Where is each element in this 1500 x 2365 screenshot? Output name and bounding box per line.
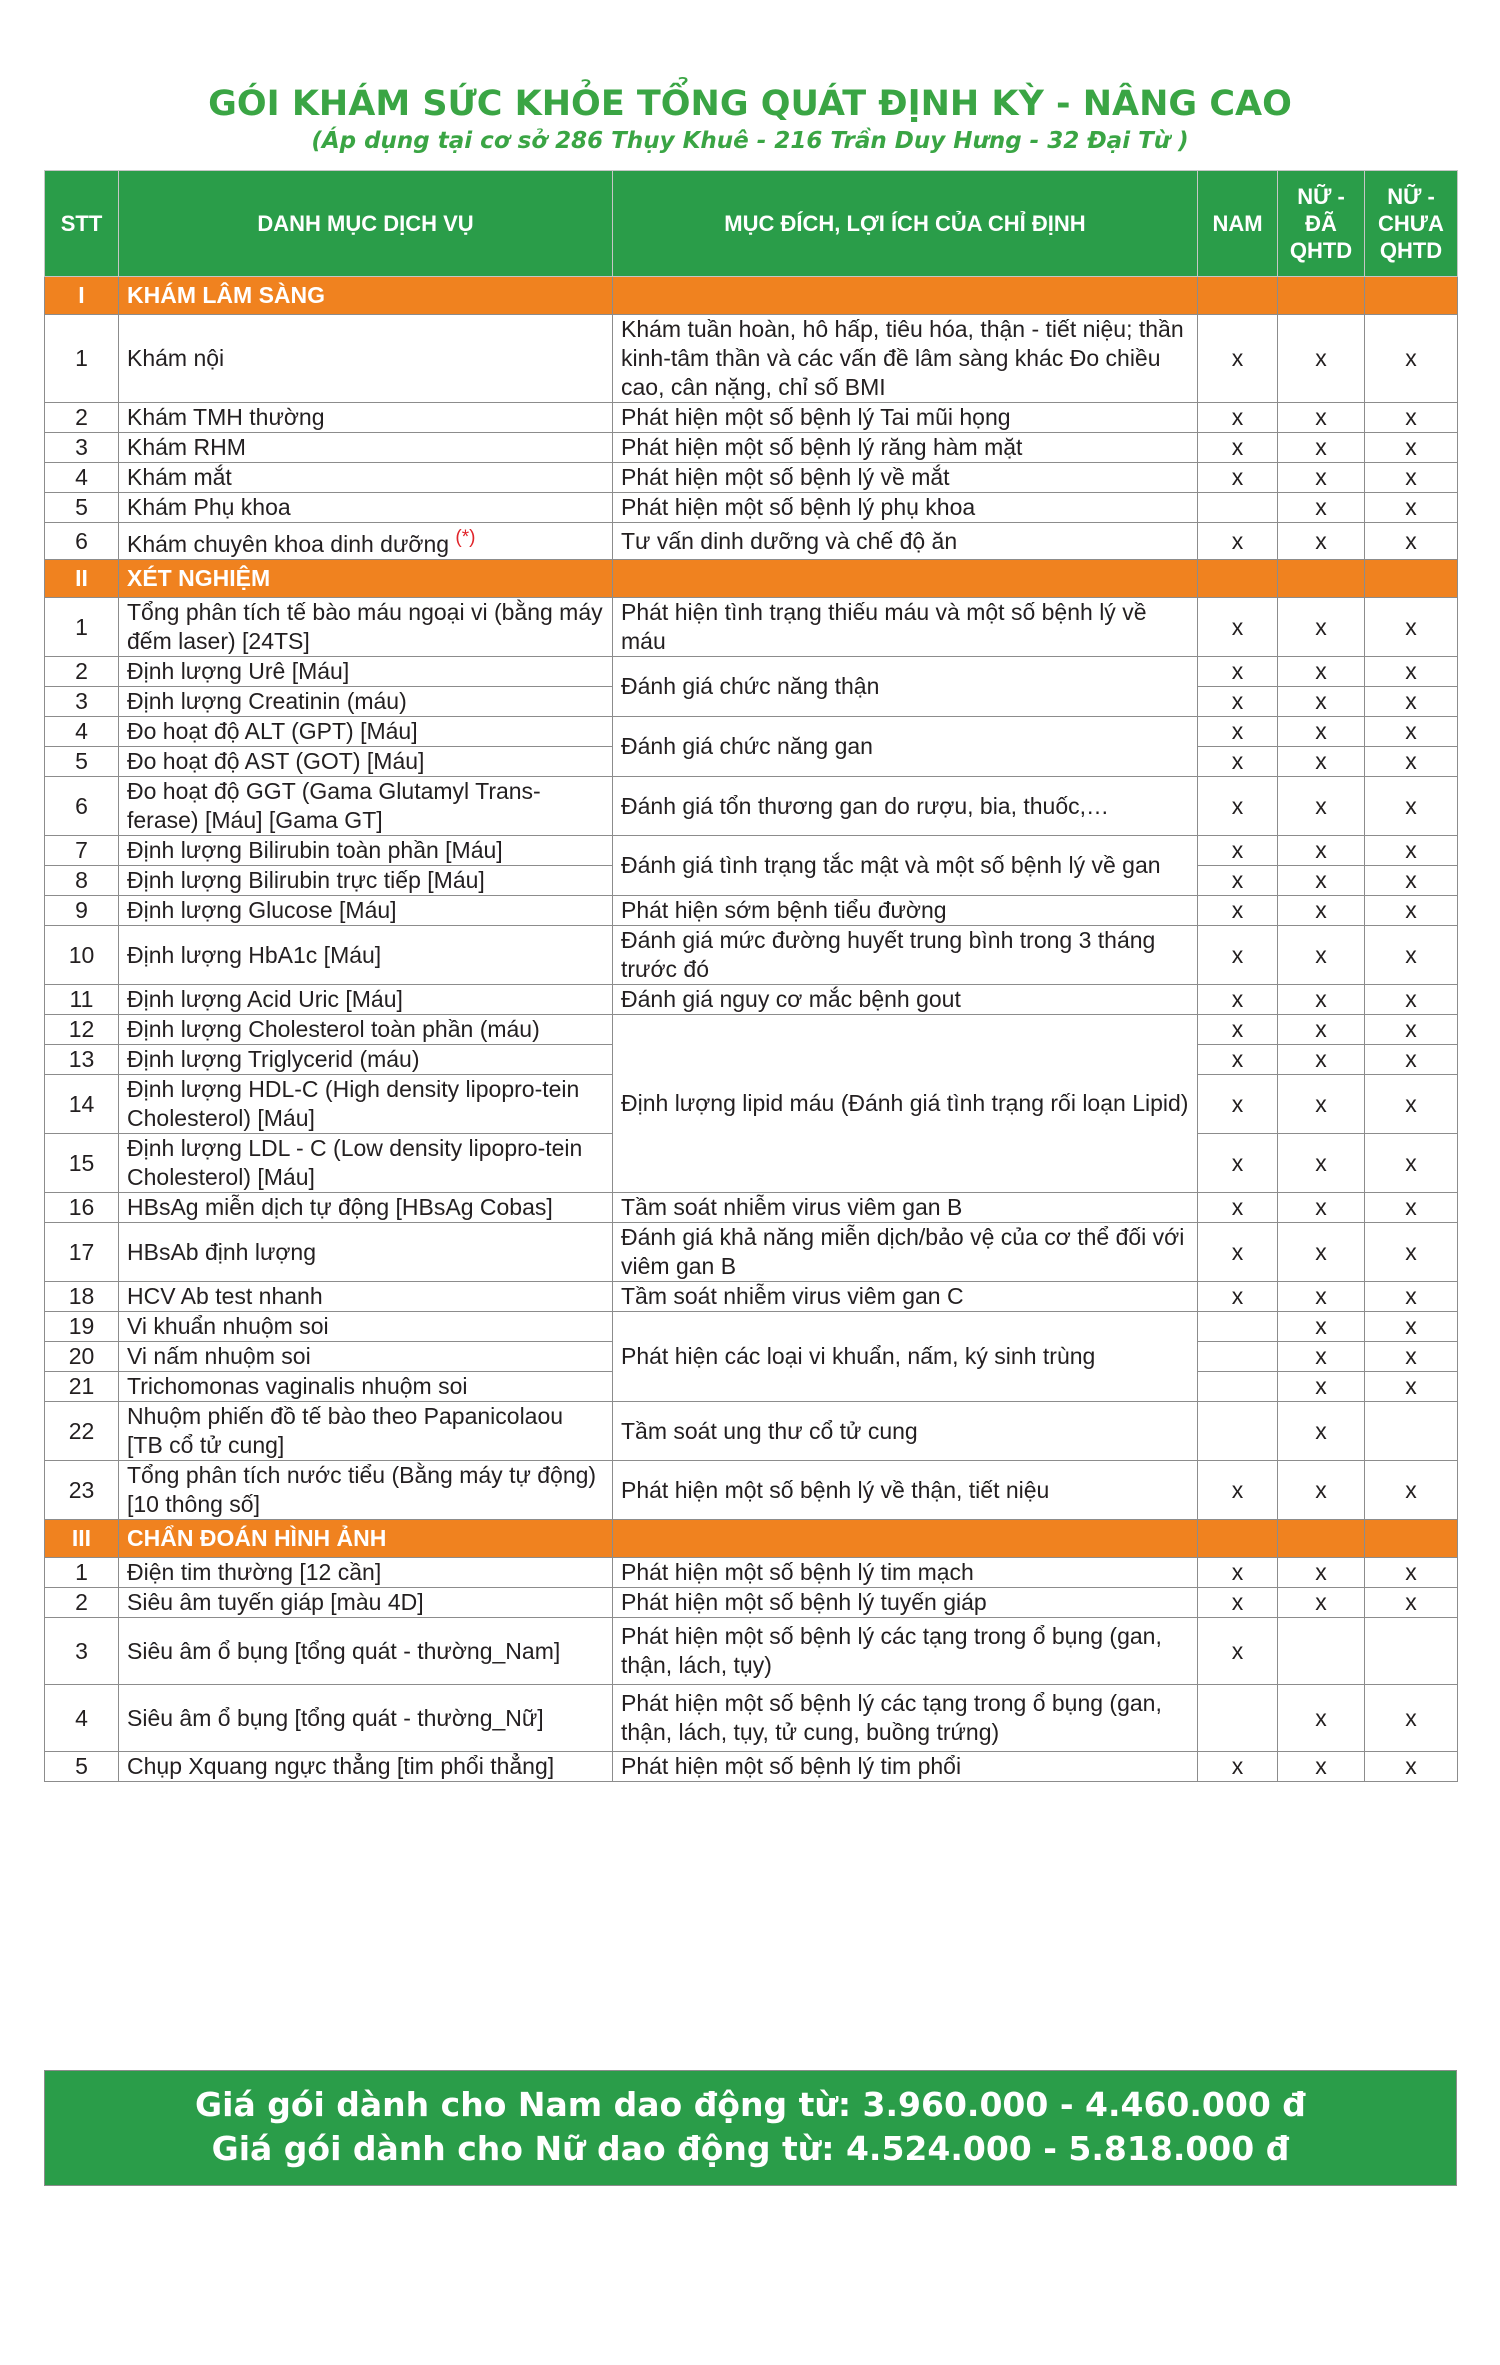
- cell-nu-chua: x: [1365, 1223, 1458, 1282]
- cell-nu-chua: x: [1365, 896, 1458, 926]
- cell-nam: x: [1198, 687, 1278, 717]
- table-row: [45, 777, 1458, 836]
- cell-service: Đo hoạt độ ALT (GPT) [Máu]: [119, 717, 613, 747]
- cell-nam: x: [1198, 1045, 1278, 1075]
- cell-purpose: Phát hiện các loại vi khuẩn, nấm, ký sinh trùng: [613, 1312, 1198, 1402]
- cell-purpose: Phát hiện tình trạng thiếu máu và một số bệnh lý về máu: [613, 598, 1198, 657]
- table-row: [45, 315, 1458, 403]
- cell-nu-chua: x: [1365, 926, 1458, 985]
- cell-stt: 7: [45, 836, 119, 866]
- cell-nam: x: [1198, 463, 1278, 493]
- cell-nu-da: x: [1278, 657, 1365, 687]
- cell-nam: x: [1198, 403, 1278, 433]
- cell-stt: 4: [45, 717, 119, 747]
- cell-nu-da: x: [1278, 747, 1365, 777]
- cell-nu-da: x: [1278, 1015, 1365, 1045]
- cell-service: Đo hoạt độ GGT (Gama Glutamyl Trans-ferase) [Máu] [Gama GT]: [119, 777, 613, 836]
- cell-nam: x: [1198, 1075, 1278, 1134]
- cell-stt: 5: [45, 1752, 119, 1782]
- cell-nam: x: [1198, 315, 1278, 403]
- cell-service: HBsAg miễn dịch tự động [HBsAg Cobas]: [119, 1193, 613, 1223]
- cell-service: Định lượng Bilirubin trực tiếp [Máu]: [119, 866, 613, 896]
- cell-service: Siêu âm ổ bụng [tổng quát - thường_Nam]: [119, 1618, 613, 1685]
- cell-purpose: Tư vấn dinh dưỡng và chế độ ăn: [613, 523, 1198, 560]
- cell-nu-chua: x: [1365, 657, 1458, 687]
- col-nu-chua: NỮ - CHƯA QHTD: [1365, 171, 1458, 277]
- cell-service: Khám chuyên khoa dinh dưỡng (*): [119, 523, 613, 560]
- cell-purpose: Đánh giá khả năng miễn dịch/bảo vệ của cơ thể đối với viêm gan B: [613, 1223, 1198, 1282]
- cell-purpose: Tầm soát nhiễm virus viêm gan B: [613, 1193, 1198, 1223]
- cell-stt: 16: [45, 1193, 119, 1223]
- cell-stt: 2: [45, 1588, 119, 1618]
- cell-nam: x: [1198, 1588, 1278, 1618]
- cell-service: Vi khuẩn nhuộm soi: [119, 1312, 613, 1342]
- cell-service: Định lượng Creatinin (máu): [119, 687, 613, 717]
- cell-nu-da: x: [1278, 1402, 1365, 1461]
- cell-stt: 15: [45, 1134, 119, 1193]
- cell-stt: 12: [45, 1015, 119, 1045]
- cell-purpose: Định lượng lipid máu (Đánh giá tình trạng rối loạn Lipid): [613, 1015, 1198, 1193]
- cell-stt: 23: [45, 1461, 119, 1520]
- cell-service: Trichomonas vaginalis nhuộm soi: [119, 1372, 613, 1402]
- cell-nam: x: [1198, 1282, 1278, 1312]
- cell-nu-da: x: [1278, 1372, 1365, 1402]
- cell-nam: x: [1198, 866, 1278, 896]
- cell-nu-chua: x: [1365, 1312, 1458, 1342]
- table-row: [45, 926, 1458, 985]
- cell-nam: x: [1198, 836, 1278, 866]
- cell-nu-chua: x: [1365, 433, 1458, 463]
- cell-stt: 14: [45, 1075, 119, 1134]
- cell-stt: 3: [45, 433, 119, 463]
- cell-stt: 8: [45, 866, 119, 896]
- cell-nam: [1198, 1372, 1278, 1402]
- cell-nu-da: x: [1278, 1752, 1365, 1782]
- cell-nu-da: x: [1278, 598, 1365, 657]
- cell-nu-chua: x: [1365, 866, 1458, 896]
- cell-nu-chua: x: [1365, 1372, 1458, 1402]
- cell-nam: x: [1198, 1134, 1278, 1193]
- cell-purpose: Khám tuần hoàn, hô hấp, tiêu hóa, thận - tiết niệu; thần kinh-tâm thần và các vấn đề lâm sàng khác Đo chiều cao, cân nặng, chỉ số BMI: [613, 315, 1198, 403]
- cell-nu-da: x: [1278, 687, 1365, 717]
- cell-service: Tổng phân tích tế bào máu ngoại vi (bằng máy đếm laser) [24TS]: [119, 598, 613, 657]
- section-row: [45, 1520, 1458, 1558]
- cell-nu-chua: x: [1365, 1045, 1458, 1075]
- table-row: [45, 836, 1458, 866]
- cell-nam: x: [1198, 1223, 1278, 1282]
- cell-nam: x: [1198, 717, 1278, 747]
- cell-nu-chua: x: [1365, 315, 1458, 403]
- cell-nu-da: x: [1278, 463, 1365, 493]
- cell-nam: x: [1198, 926, 1278, 985]
- cell-nu-chua: x: [1365, 717, 1458, 747]
- section-title: KHÁM LÂM SÀNG: [119, 277, 613, 315]
- cell-nam: x: [1198, 657, 1278, 687]
- col-stt: STT: [45, 171, 119, 277]
- cell-stt: 1: [45, 598, 119, 657]
- table-row: [45, 896, 1458, 926]
- cell-nu-da: x: [1278, 1342, 1365, 1372]
- cell-service: Khám RHM: [119, 433, 613, 463]
- cell-nam: x: [1198, 1752, 1278, 1782]
- table-row: [45, 403, 1458, 433]
- cell-service: Chụp Xquang ngực thẳng [tim phổi thẳng]: [119, 1752, 613, 1782]
- cell-purpose: Phát hiện một số bệnh lý phụ khoa: [613, 493, 1198, 523]
- table-row: [45, 1193, 1458, 1223]
- page-title: GÓI KHÁM SỨC KHỎE TỔNG QUÁT ĐỊNH KỲ - NÂNG CAO: [208, 84, 1292, 124]
- cell-purpose: Phát hiện một số bệnh lý răng hàm mặt: [613, 433, 1198, 463]
- table-row: [45, 985, 1458, 1015]
- cell-service: Định lượng Acid Uric [Máu]: [119, 985, 613, 1015]
- price-male: Giá gói dành cho Nam dao động từ: 3.960.000 - 4.460.000 đ: [195, 2085, 1306, 2124]
- cell-nu-chua: x: [1365, 598, 1458, 657]
- cell-purpose: Tầm soát ung thư cổ tử cung: [613, 1402, 1198, 1461]
- cell-stt: 11: [45, 985, 119, 1015]
- cell-stt: 20: [45, 1342, 119, 1372]
- cell-nam: x: [1198, 1618, 1278, 1685]
- table-row: [45, 1685, 1458, 1752]
- section-row: [45, 560, 1458, 598]
- cell-service: Định lượng LDL - C (Low density lipopro-tein Cholesterol) [Máu]: [119, 1134, 613, 1193]
- service-table: [44, 170, 1458, 1782]
- cell-nu-da: x: [1278, 1193, 1365, 1223]
- cell-purpose: Tầm soát nhiễm virus viêm gan C: [613, 1282, 1198, 1312]
- price-female: Giá gói dành cho Nữ dao động từ: 4.524.000 - 5.818.000 đ: [211, 2129, 1290, 2168]
- cell-stt: 22: [45, 1402, 119, 1461]
- cell-nu-da: x: [1278, 926, 1365, 985]
- cell-nu-da: [1278, 1618, 1365, 1685]
- cell-nu-chua: x: [1365, 493, 1458, 523]
- cell-purpose: Phát hiện một số bệnh lý các tạng trong ổ bụng (gan, thận, lách, tụy, tử cung, buồng trứng): [613, 1685, 1198, 1752]
- cell-nu-da: x: [1278, 866, 1365, 896]
- cell-nu-chua: x: [1365, 1588, 1458, 1618]
- cell-nu-chua: x: [1365, 747, 1458, 777]
- cell-stt: 3: [45, 1618, 119, 1685]
- col-purpose: MỤC ĐÍCH, LỢI ÍCH CỦA CHỈ ĐỊNH: [613, 171, 1198, 277]
- col-nu-da: NỮ - ĐÃ QHTD: [1278, 171, 1365, 277]
- cell-nu-da: x: [1278, 403, 1365, 433]
- cell-nu-chua: x: [1365, 403, 1458, 433]
- col-nam: NAM: [1198, 171, 1278, 277]
- cell-stt: 5: [45, 747, 119, 777]
- cell-nu-da: x: [1278, 1558, 1365, 1588]
- cell-service: Siêu âm tuyến giáp [màu 4D]: [119, 1588, 613, 1618]
- table-row: [45, 433, 1458, 463]
- table-row: [45, 1015, 1458, 1045]
- cell-purpose: Đánh giá tổn thương gan do rượu, bia, thuốc,…: [613, 777, 1198, 836]
- cell-nu-chua: x: [1365, 836, 1458, 866]
- cell-nu-chua: x: [1365, 1075, 1458, 1134]
- cell-nu-da: x: [1278, 1045, 1365, 1075]
- cell-stt: 19: [45, 1312, 119, 1342]
- asterisk-note: (*): [455, 527, 476, 548]
- section-number: I: [45, 277, 119, 315]
- cell-nu-chua: x: [1365, 1461, 1458, 1520]
- cell-nu-chua: x: [1365, 1342, 1458, 1372]
- table-row: [45, 1402, 1458, 1461]
- cell-nu-da: x: [1278, 985, 1365, 1015]
- cell-nam: [1198, 1685, 1278, 1752]
- cell-service: Đo hoạt độ AST (GOT) [Máu]: [119, 747, 613, 777]
- cell-stt: 6: [45, 777, 119, 836]
- cell-stt: 18: [45, 1282, 119, 1312]
- table-row: [45, 598, 1458, 657]
- table-row: [45, 1618, 1458, 1685]
- cell-purpose: Phát hiện sớm bệnh tiểu đường: [613, 896, 1198, 926]
- section-row: [45, 277, 1458, 315]
- cell-service: Tổng phân tích nước tiểu (Bằng máy tự động) [10 thông số]: [119, 1461, 613, 1520]
- cell-service: Định lượng HbA1c [Máu]: [119, 926, 613, 985]
- cell-stt: 17: [45, 1223, 119, 1282]
- cell-nam: x: [1198, 985, 1278, 1015]
- cell-nu-chua: x: [1365, 1752, 1458, 1782]
- cell-service: HCV Ab test nhanh: [119, 1282, 613, 1312]
- cell-nu-da: x: [1278, 1075, 1365, 1134]
- cell-nu-chua: x: [1365, 1134, 1458, 1193]
- cell-purpose: Phát hiện một số bệnh lý các tạng trong ổ bụng (gan, thận, lách, tụy): [613, 1618, 1198, 1685]
- cell-nu-da: x: [1278, 717, 1365, 747]
- cell-nam: [1198, 1312, 1278, 1342]
- cell-stt: 2: [45, 657, 119, 687]
- cell-nu-da: x: [1278, 836, 1365, 866]
- cell-purpose: Đánh giá chức năng gan: [613, 717, 1198, 777]
- table-row: [45, 463, 1458, 493]
- cell-nu-da: x: [1278, 1588, 1365, 1618]
- cell-service: Khám nội: [119, 315, 613, 403]
- cell-nam: x: [1198, 433, 1278, 463]
- cell-purpose: Đánh giá mức đường huyết trung bình trong 3 tháng trước đó: [613, 926, 1198, 985]
- cell-purpose: Đánh giá tình trạng tắc mật và một số bệnh lý về gan: [613, 836, 1198, 896]
- cell-nu-da: x: [1278, 1282, 1365, 1312]
- cell-nu-chua: x: [1365, 523, 1458, 560]
- cell-stt: 6: [45, 523, 119, 560]
- cell-stt: 9: [45, 896, 119, 926]
- cell-nam: x: [1198, 598, 1278, 657]
- cell-purpose: Phát hiện một số bệnh lý tim phổi: [613, 1752, 1198, 1782]
- price-footer: [44, 2070, 1457, 2186]
- cell-nu-da: x: [1278, 1223, 1365, 1282]
- cell-nam: [1198, 1402, 1278, 1461]
- table-row: [45, 1282, 1458, 1312]
- cell-nu-da: x: [1278, 493, 1365, 523]
- section-number: II: [45, 560, 119, 598]
- cell-nu-chua: x: [1365, 1193, 1458, 1223]
- cell-nam: x: [1198, 1461, 1278, 1520]
- cell-nu-chua: [1365, 1618, 1458, 1685]
- cell-nam: x: [1198, 1193, 1278, 1223]
- table-row: [45, 1588, 1458, 1618]
- cell-service: Định lượng Bilirubin toàn phần [Máu]: [119, 836, 613, 866]
- cell-service: Định lượng Triglycerid (máu): [119, 1045, 613, 1075]
- cell-purpose: Phát hiện một số bệnh lý tim mạch: [613, 1558, 1198, 1588]
- cell-service: Khám mắt: [119, 463, 613, 493]
- cell-stt: 4: [45, 463, 119, 493]
- cell-nu-chua: x: [1365, 463, 1458, 493]
- cell-service: Điện tim thường [12 cần]: [119, 1558, 613, 1588]
- table-row: [45, 1752, 1458, 1782]
- section-title: XÉT NGHIỆM: [119, 560, 613, 598]
- cell-stt: 2: [45, 403, 119, 433]
- cell-service: Định lượng Urê [Máu]: [119, 657, 613, 687]
- cell-service: Siêu âm ổ bụng [tổng quát - thường_Nữ]: [119, 1685, 613, 1752]
- cell-stt: 10: [45, 926, 119, 985]
- col-service: DANH MỤC DỊCH VỤ: [119, 171, 613, 277]
- cell-nu-chua: x: [1365, 1558, 1458, 1588]
- cell-nam: x: [1198, 747, 1278, 777]
- cell-nam: x: [1198, 896, 1278, 926]
- cell-nu-da: x: [1278, 1312, 1365, 1342]
- cell-nu-da: x: [1278, 1134, 1365, 1193]
- cell-nam: x: [1198, 523, 1278, 560]
- cell-nam: x: [1198, 777, 1278, 836]
- cell-nu-chua: x: [1365, 1282, 1458, 1312]
- cell-nu-da: x: [1278, 777, 1365, 836]
- cell-service: HBsAb định lượng: [119, 1223, 613, 1282]
- cell-stt: 3: [45, 687, 119, 717]
- cell-stt: 21: [45, 1372, 119, 1402]
- cell-nam: [1198, 1342, 1278, 1372]
- cell-purpose: Phát hiện một số bệnh lý về thận, tiết niệu: [613, 1461, 1198, 1520]
- cell-service: Vi nấm nhuộm soi: [119, 1342, 613, 1372]
- cell-nu-da: x: [1278, 1685, 1365, 1752]
- page-subtitle: (Áp dụng tại cơ sở 286 Thụy Khuê - 216 Trần Duy Hưng - 32 Đại Từ ): [311, 128, 1189, 154]
- cell-nu-chua: x: [1365, 1015, 1458, 1045]
- cell-purpose: Phát hiện một số bệnh lý tuyến giáp: [613, 1588, 1198, 1618]
- cell-stt: 5: [45, 493, 119, 523]
- cell-nu-da: x: [1278, 315, 1365, 403]
- cell-service: Định lượng HDL-C (High density lipopro-tein Cholesterol) [Máu]: [119, 1075, 613, 1134]
- table-row: [45, 1461, 1458, 1520]
- cell-service: Khám Phụ khoa: [119, 493, 613, 523]
- table-row: [45, 1312, 1458, 1342]
- cell-nu-da: x: [1278, 1461, 1365, 1520]
- table-header-row: [45, 171, 1458, 277]
- table-row: [45, 523, 1458, 560]
- cell-nu-chua: x: [1365, 687, 1458, 717]
- cell-stt: 1: [45, 315, 119, 403]
- cell-stt: 13: [45, 1045, 119, 1075]
- cell-nu-da: x: [1278, 433, 1365, 463]
- cell-purpose: Đánh giá nguy cơ mắc bệnh gout: [613, 985, 1198, 1015]
- cell-nam: x: [1198, 1015, 1278, 1045]
- cell-purpose: Phát hiện một số bệnh lý Tai mũi họng: [613, 403, 1198, 433]
- cell-service: Nhuộm phiến đồ tế bào theo Papanicolaou [TB cổ tử cung]: [119, 1402, 613, 1461]
- section-title: CHẨN ĐOÁN HÌNH ẢNH: [119, 1520, 613, 1558]
- section-number: III: [45, 1520, 119, 1558]
- cell-purpose: Phát hiện một số bệnh lý về mắt: [613, 463, 1198, 493]
- cell-nu-chua: x: [1365, 1685, 1458, 1752]
- cell-stt: 4: [45, 1685, 119, 1752]
- table-row: [45, 717, 1458, 747]
- cell-nu-da: x: [1278, 523, 1365, 560]
- cell-nam: [1198, 493, 1278, 523]
- cell-service: Định lượng Cholesterol toàn phần (máu): [119, 1015, 613, 1045]
- cell-nam: x: [1198, 1558, 1278, 1588]
- table-row: [45, 493, 1458, 523]
- cell-stt: 1: [45, 1558, 119, 1588]
- table-row: [45, 1223, 1458, 1282]
- cell-service: Khám TMH thường: [119, 403, 613, 433]
- cell-purpose: Đánh giá chức năng thận: [613, 657, 1198, 717]
- cell-nu-da: x: [1278, 896, 1365, 926]
- cell-nu-chua: [1365, 1402, 1458, 1461]
- table-row: [45, 657, 1458, 687]
- table-row: [45, 1558, 1458, 1588]
- cell-nu-chua: x: [1365, 777, 1458, 836]
- cell-nu-chua: x: [1365, 985, 1458, 1015]
- cell-service: Định lượng Glucose [Máu]: [119, 896, 613, 926]
